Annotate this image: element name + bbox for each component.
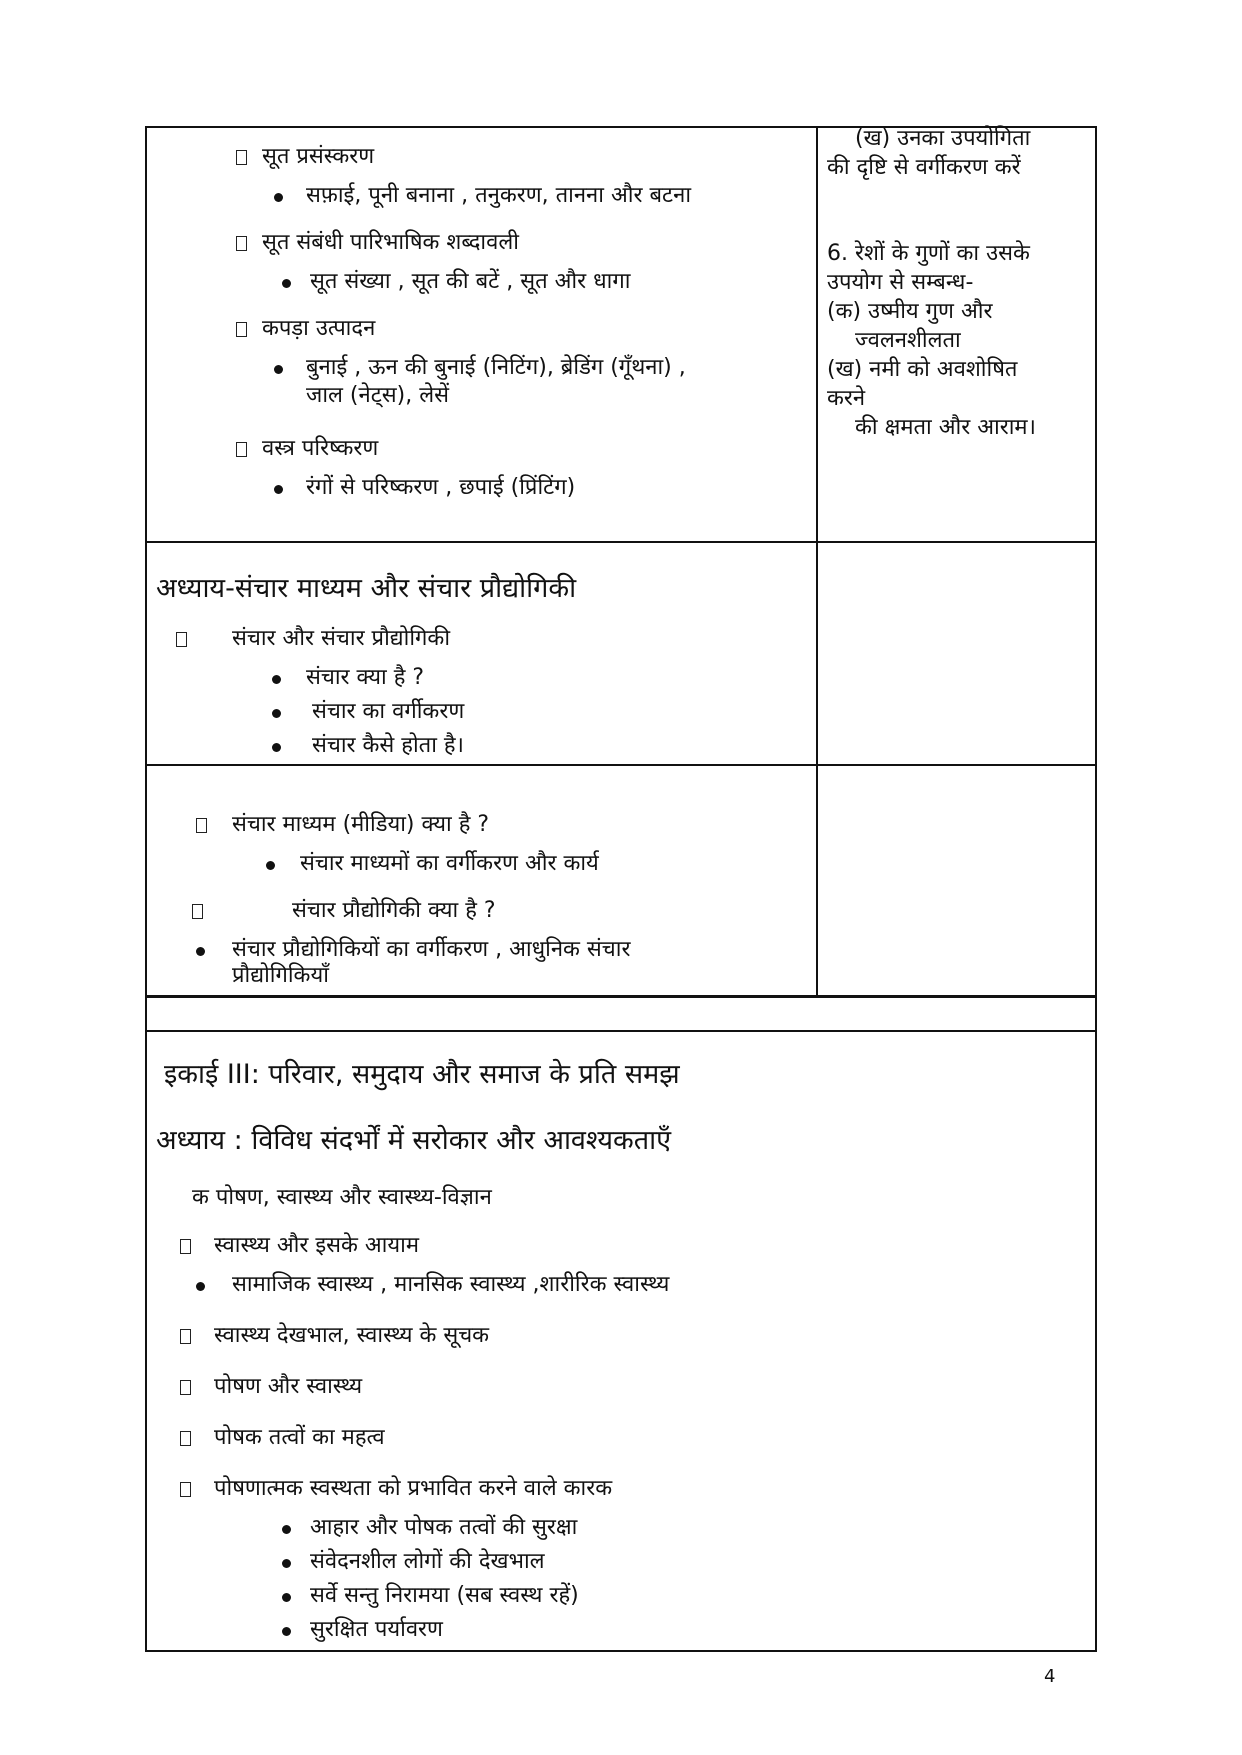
row5-bullet4-label: पोषक तत्वों का महत्व xyxy=(214,1425,385,1450)
right-text-line: की क्षमता और आराम। xyxy=(855,415,1036,440)
row3-bullet3-line1: संचार प्रौद्योगिकियों का वर्गीकरण , आधुनिक संचार xyxy=(232,937,631,962)
square-bullet-icon xyxy=(180,1380,191,1395)
square-bullet-icon xyxy=(236,322,247,337)
square-bullet-icon xyxy=(196,818,207,833)
section-heading: क पोषण, स्वास्थ्य और स्वास्थ्य-विज्ञान xyxy=(192,1185,492,1210)
dot-bullet-icon xyxy=(266,861,275,870)
row1-bullet2-label: सूत संबंधी पारिभाषिक शब्दावली xyxy=(262,230,519,255)
dot-bullet-icon xyxy=(282,1559,291,1568)
row1-bullet4-label: वस्त्र परिष्करण xyxy=(262,436,379,461)
dot-bullet-icon xyxy=(272,675,281,684)
row5-sub: सुरक्षित पर्यावरण xyxy=(310,1617,443,1642)
row1-bullet3-sub-line1: बुनाई , ऊन की बुनाई (निटिंग), ब्रेडिंग (गूँथना) , xyxy=(306,355,686,380)
square-bullet-icon xyxy=(180,1239,191,1254)
unit-heading: इकाई III: परिवार, समुदाय और समाज के प्रति समझ xyxy=(164,1059,680,1090)
row5-sub: सर्वे सन्तु निरामया (सब स्वस्थ रहें) xyxy=(310,1583,579,1608)
page-number: 4 xyxy=(1044,1666,1056,1687)
row3-bullet2-label: संचार प्रौद्योगिकी क्या है ? xyxy=(292,898,496,923)
row1-bullet1-label: सूत प्रसंस्करण xyxy=(262,144,375,169)
row1-bullet4-sub: रंगों से परिष्करण , छपाई (प्रिंटिंग) xyxy=(306,475,576,500)
right-text-line: उपयोग से सम्बन्ध- xyxy=(827,270,974,295)
square-bullet-icon xyxy=(180,1329,191,1344)
row3-bullet1-sub: संचार माध्यमों का वर्गीकरण और कार्य xyxy=(300,851,599,876)
right-text-line: की दृष्टि से वर्गीकरण करें xyxy=(827,155,1021,180)
row1-bullet3-label: कपड़ा उत्पादन xyxy=(262,316,376,341)
dot-bullet-icon xyxy=(196,947,205,956)
square-bullet-icon xyxy=(236,442,247,457)
dot-bullet-icon xyxy=(196,1282,205,1291)
row5-sub: संवेदनशील लोगों की देखभाल xyxy=(310,1549,545,1574)
square-bullet-icon xyxy=(236,150,247,165)
square-bullet-icon xyxy=(180,1482,191,1497)
right-text-line: (ख) नमी को अवशोषित xyxy=(827,357,1018,382)
row1-bullet1-sub: सफ़ाई, पूनी बनाना , तनुकरण, तानना और बटना xyxy=(306,183,692,208)
row2-bullet1-label: संचार और संचार प्रौद्योगिकी xyxy=(232,626,451,651)
chapter-heading: अध्याय : विविध संदर्भों में सरोकार और आवश्यकताएँ xyxy=(156,1125,672,1156)
dot-bullet-icon xyxy=(274,485,283,494)
dot-bullet-icon xyxy=(282,1525,291,1534)
square-bullet-icon xyxy=(176,632,187,647)
row5-bullet2-label: स्वास्थ्य देखभाल, स्वास्थ्य के सूचक xyxy=(214,1323,490,1348)
dot-bullet-icon xyxy=(272,709,281,718)
row2-sub2: संचार का वर्गीकरण xyxy=(312,699,465,724)
square-bullet-icon xyxy=(236,236,247,251)
row5-sub: आहार और पोषक तत्वों की सुरक्षा xyxy=(310,1515,578,1540)
row2-sub3: संचार कैसे होता है। xyxy=(312,733,464,758)
dot-bullet-icon xyxy=(274,193,283,202)
row5-bullet1-sub: सामाजिक स्वास्थ्य , मानसिक स्वास्थ्य ,शारीरिक स्वास्थ्य xyxy=(232,1272,670,1297)
right-text-line: (क) उष्मीय गुण और xyxy=(827,299,993,324)
dot-bullet-icon xyxy=(282,1593,291,1602)
right-text-line: ज्वलनशीलता xyxy=(855,328,961,353)
row3-bullet1-label: संचार माध्यम (मीडिया) क्या है ? xyxy=(232,812,490,837)
row3-bullet3-line2: प्रौद्योगिकियाँ xyxy=(232,963,329,988)
row5-bullet3-label: पोषण और स्वास्थ्य xyxy=(214,1374,363,1399)
dot-bullet-icon xyxy=(282,279,291,288)
row2-sub1: संचार क्या है ? xyxy=(306,665,425,690)
row1-bullet3-sub-line2: जाल (नेट्स), लेसें xyxy=(306,383,450,408)
right-text-line: 6. रेशों के गुणों का उसके xyxy=(827,241,1030,266)
square-bullet-icon xyxy=(180,1431,191,1446)
row1-bullet2-sub: सूत संख्या , सूत की बटें , सूत और धागा xyxy=(310,269,631,294)
dot-bullet-icon xyxy=(274,365,283,374)
square-bullet-icon xyxy=(192,904,203,919)
chapter-heading: अध्याय-संचार माध्यम और संचार प्रौद्योगिकी xyxy=(156,573,577,604)
row5-bullet5-label: पोषणात्मक स्वस्थता को प्रभावित करने वाले कारक xyxy=(214,1476,613,1501)
dot-bullet-icon xyxy=(282,1627,291,1636)
dot-bullet-icon xyxy=(272,743,281,752)
right-text-line: करने xyxy=(827,386,866,411)
row5-bullet1-label: स्वास्थ्य और इसके आयाम xyxy=(214,1233,420,1258)
right-text-line: (ख) उनका उपयोगिता xyxy=(855,126,1031,151)
